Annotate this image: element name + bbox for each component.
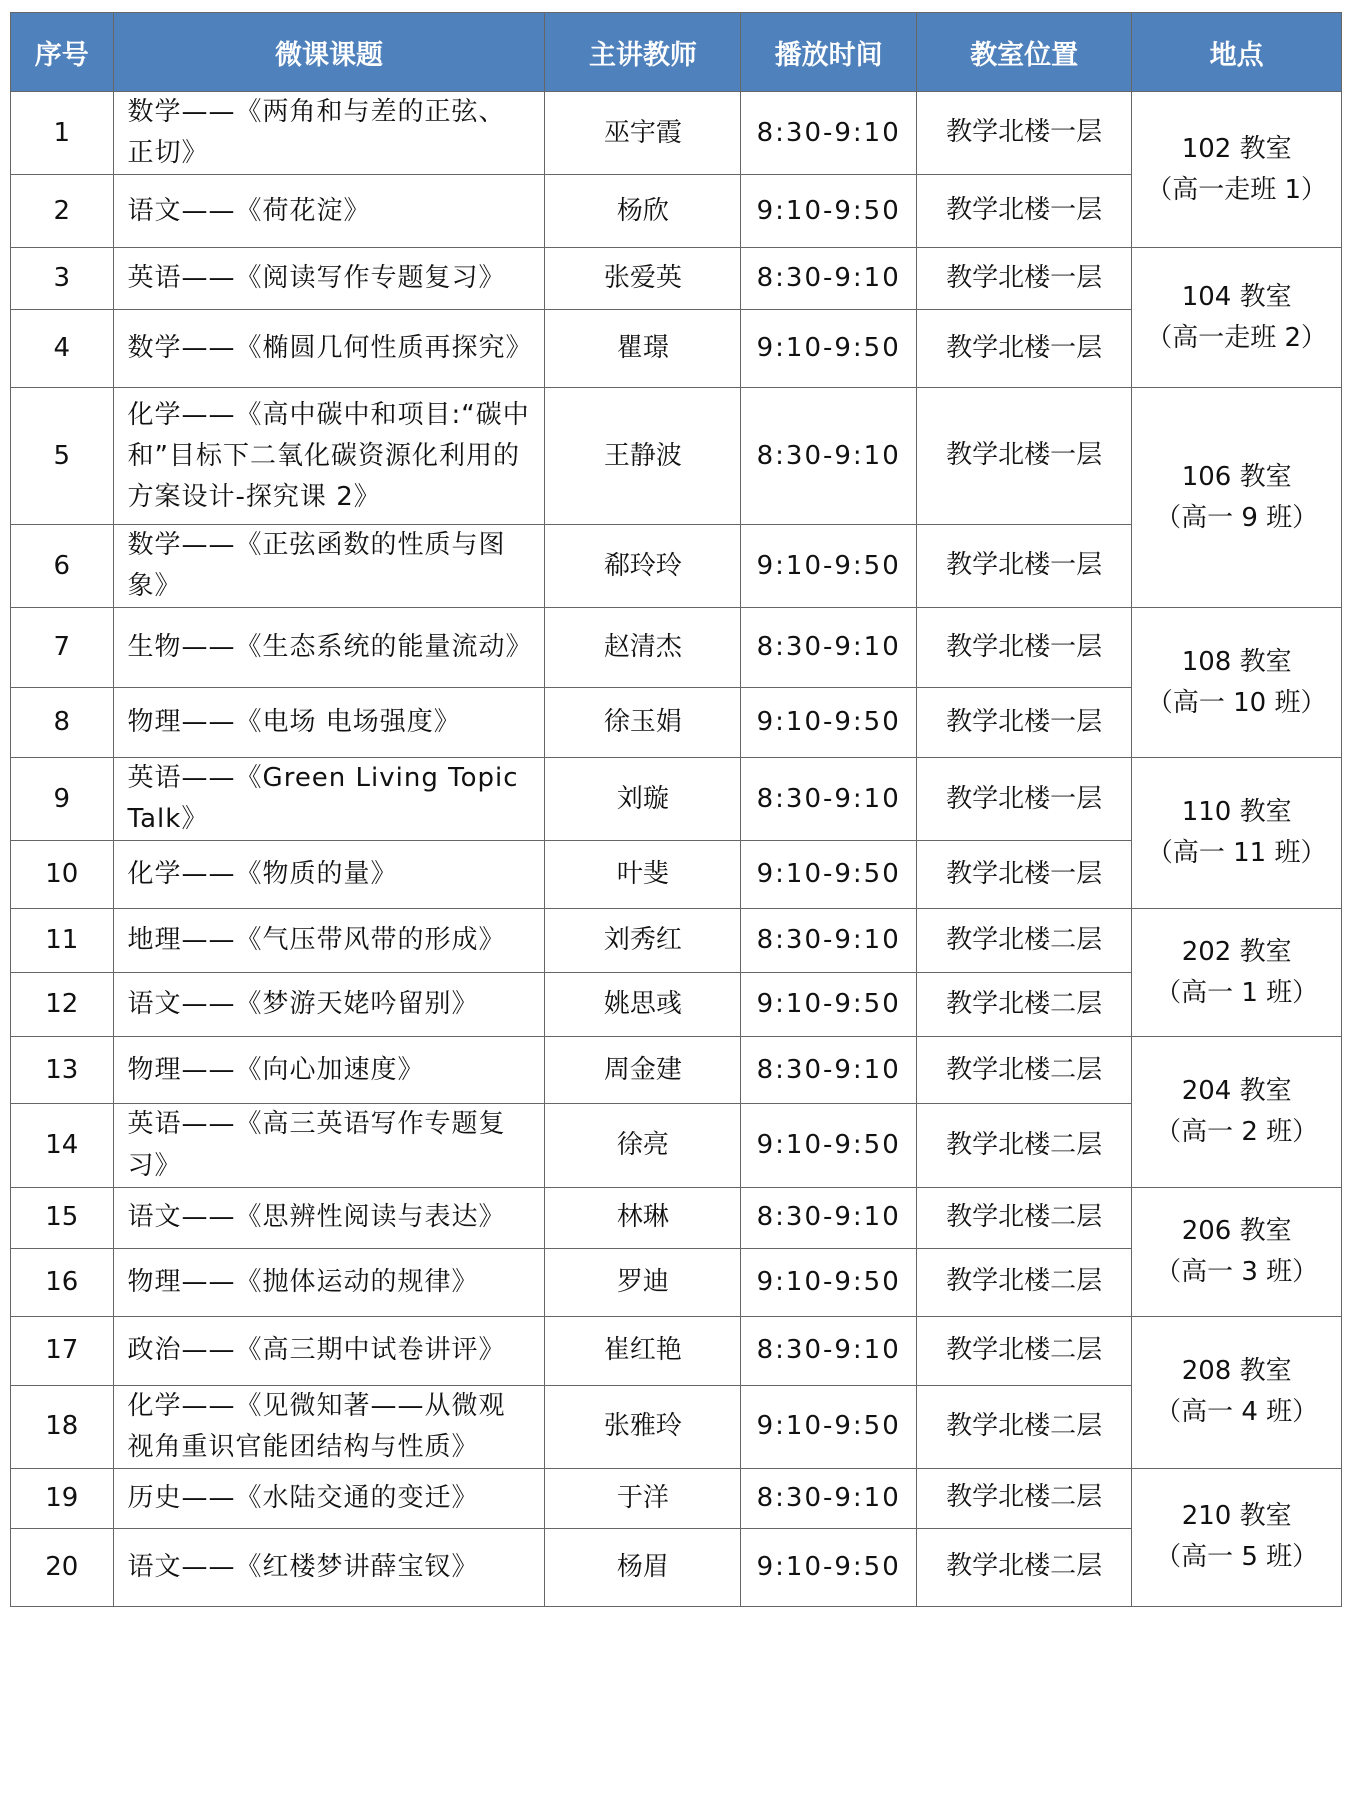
row-time: 9:10-9:50 [741,1248,916,1316]
row-index: 18 [11,1385,114,1468]
place-class: （高一 11 班） [1146,838,1327,869]
table-body [11,92,1342,1607]
table-row [11,608,1342,688]
row-teacher: 刘秀红 [545,909,741,973]
row-time: 8:30-9:10 [741,248,916,310]
row-time: 8:30-9:10 [741,388,916,525]
row-teacher: 王静波 [545,388,741,525]
row-index: 17 [11,1316,114,1385]
row-teacher: 姚思彧 [545,973,741,1037]
row-location: 教学北楼二层 [916,909,1131,973]
row-teacher: 瞿璟 [545,310,741,388]
row-topic: 语文——《荷花淀》 [113,175,545,248]
header-row [11,13,1342,92]
row-place [1132,92,1342,248]
row-location: 教学北楼二层 [916,1104,1131,1187]
row-place [1132,1187,1342,1316]
row-time: 8:30-9:10 [741,909,916,973]
row-index: 1 [11,92,114,175]
row-teacher: 张爱英 [545,248,741,310]
row-index: 6 [11,525,114,608]
table-row [11,1037,1342,1104]
row-index: 9 [11,758,114,841]
header-teacher: 主讲教师 [545,13,741,92]
row-location: 教学北楼一层 [916,525,1131,608]
row-location: 教学北楼一层 [916,248,1131,310]
row-index: 15 [11,1187,114,1248]
row-topic: 历史——《水陆交通的变迁》 [113,1468,545,1528]
row-index: 2 [11,175,114,248]
row-index: 13 [11,1037,114,1104]
row-teacher: 林琳 [545,1187,741,1248]
row-location: 教学北楼二层 [916,1528,1131,1606]
place-room: 208 教室 [1181,1356,1292,1387]
row-location: 教学北楼二层 [916,1248,1131,1316]
row-topic: 政治——《高三期中试卷讲评》 [113,1316,545,1385]
row-time: 8:30-9:10 [741,1187,916,1248]
row-place [1132,608,1342,758]
row-topic: 地理——《气压带风带的形成》 [113,909,545,973]
row-index: 16 [11,1248,114,1316]
row-teacher: 杨欣 [545,175,741,248]
table-row [11,388,1342,525]
row-place [1132,909,1342,1037]
row-topic: 化学——《高中碳中和项目:“碳中和”目标下二氧化碳资源化利用的方案设计-探究课 2》 [113,388,545,525]
row-index: 12 [11,973,114,1037]
row-location: 教学北楼一层 [916,841,1131,909]
row-index: 19 [11,1468,114,1528]
row-time: 8:30-9:10 [741,92,916,175]
row-location: 教学北楼一层 [916,92,1131,175]
row-time: 9:10-9:50 [741,1385,916,1468]
row-index: 4 [11,310,114,388]
row-time: 8:30-9:10 [741,1037,916,1104]
row-index: 8 [11,688,114,758]
place-room: 110 教室 [1181,797,1292,828]
header-topic: 微课课题 [113,13,545,92]
place-room: 104 教室 [1181,281,1292,312]
row-location: 教学北楼一层 [916,175,1131,248]
row-time: 9:10-9:50 [741,1528,916,1606]
row-topic: 语文——《思辨性阅读与表达》 [113,1187,545,1248]
row-teacher: 崔红艳 [545,1316,741,1385]
row-location: 教学北楼一层 [916,388,1131,525]
row-time: 8:30-9:10 [741,608,916,688]
row-location: 教学北楼一层 [916,758,1131,841]
row-teacher: 郗玲玲 [545,525,741,608]
place-room: 106 教室 [1181,461,1292,492]
row-location: 教学北楼二层 [916,973,1131,1037]
row-time: 8:30-9:10 [741,1468,916,1528]
row-time: 9:10-9:50 [741,688,916,758]
row-index: 14 [11,1104,114,1187]
row-location: 教学北楼一层 [916,310,1131,388]
row-teacher: 刘璇 [545,758,741,841]
row-location: 教学北楼一层 [916,688,1131,758]
row-teacher: 赵清杰 [545,608,741,688]
row-location: 教学北楼一层 [916,608,1131,688]
row-teacher: 于洋 [545,1468,741,1528]
row-topic: 化学——《见微知著——从微观视角重识官能团结构与性质》 [113,1385,545,1468]
place-room: 204 教室 [1181,1075,1292,1106]
row-index: 3 [11,248,114,310]
table-row [11,758,1342,841]
table-row [11,92,1342,175]
row-time: 9:10-9:50 [741,175,916,248]
row-topic: 英语——《Green Living Topic Talk》 [113,758,545,841]
row-location: 教学北楼二层 [916,1037,1131,1104]
row-place [1132,388,1342,608]
row-topic: 语文——《梦游天姥吟留别》 [113,973,545,1037]
header-time: 播放时间 [741,13,916,92]
row-index: 7 [11,608,114,688]
place-class: （高一走班 1） [1146,174,1328,205]
row-location: 教学北楼二层 [916,1316,1131,1385]
table-row [11,1187,1342,1248]
row-time: 9:10-9:50 [741,973,916,1037]
row-place [1132,1037,1342,1187]
place-class: （高一 1 班） [1155,977,1319,1008]
place-class: （高一 2 班） [1155,1117,1319,1148]
row-teacher: 叶斐 [545,841,741,909]
row-index: 10 [11,841,114,909]
place-room: 210 教室 [1181,1501,1292,1532]
row-location: 教学北楼二层 [916,1468,1131,1528]
row-topic: 数学——《正弦函数的性质与图象》 [113,525,545,608]
row-teacher: 巫宇霞 [545,92,741,175]
header-index: 序号 [11,13,114,92]
place-class: （高一 9 班） [1155,502,1319,533]
place-room: 206 教室 [1181,1215,1292,1246]
row-topic: 物理——《向心加速度》 [113,1037,545,1104]
row-topic: 物理——《电场 电场强度》 [113,688,545,758]
row-time: 9:10-9:50 [741,525,916,608]
row-index: 20 [11,1528,114,1606]
row-index: 5 [11,388,114,525]
row-location: 教学北楼二层 [916,1385,1131,1468]
place-room: 102 教室 [1181,133,1292,164]
row-time: 8:30-9:10 [741,1316,916,1385]
row-time: 9:10-9:50 [741,1104,916,1187]
place-class: （高一 5 班） [1155,1542,1319,1573]
row-place [1132,1468,1342,1606]
row-topic: 语文——《红楼梦讲薛宝钗》 [113,1528,545,1606]
row-teacher: 杨眉 [545,1528,741,1606]
row-teacher: 徐亮 [545,1104,741,1187]
row-time: 9:10-9:50 [741,310,916,388]
row-teacher: 徐玉娟 [545,688,741,758]
table-row [11,1316,1342,1385]
row-time: 8:30-9:10 [741,758,916,841]
place-class: （高一走班 2） [1146,322,1328,353]
row-place [1132,248,1342,388]
row-topic: 物理——《抛体运动的规律》 [113,1248,545,1316]
place-class: （高一 4 班） [1155,1397,1319,1428]
row-topic: 数学——《椭圆几何性质再探究》 [113,310,545,388]
header-place: 地点 [1132,13,1342,92]
place-room: 108 教室 [1181,646,1292,677]
row-teacher: 张雅玲 [545,1385,741,1468]
table-row [11,1468,1342,1528]
header-classroom: 教室位置 [916,13,1131,92]
row-time: 9:10-9:50 [741,841,916,909]
row-topic: 化学——《物质的量》 [113,841,545,909]
row-place [1132,1316,1342,1468]
place-class: （高一 3 班） [1155,1256,1319,1287]
row-teacher: 周金建 [545,1037,741,1104]
row-teacher: 罗迪 [545,1248,741,1316]
row-location: 教学北楼二层 [916,1187,1131,1248]
row-topic: 英语——《阅读写作专题复习》 [113,248,545,310]
place-room: 202 教室 [1181,936,1292,967]
row-topic: 生物——《生态系统的能量流动》 [113,608,545,688]
row-topic: 数学——《两角和与差的正弦、正切》 [113,92,545,175]
row-index: 11 [11,909,114,973]
row-topic: 英语——《高三英语写作专题复习》 [113,1104,545,1187]
place-class: （高一 10 班） [1146,687,1327,718]
row-place [1132,758,1342,909]
table-row [11,248,1342,310]
table-row [11,909,1342,973]
schedule-table [10,12,1342,1607]
